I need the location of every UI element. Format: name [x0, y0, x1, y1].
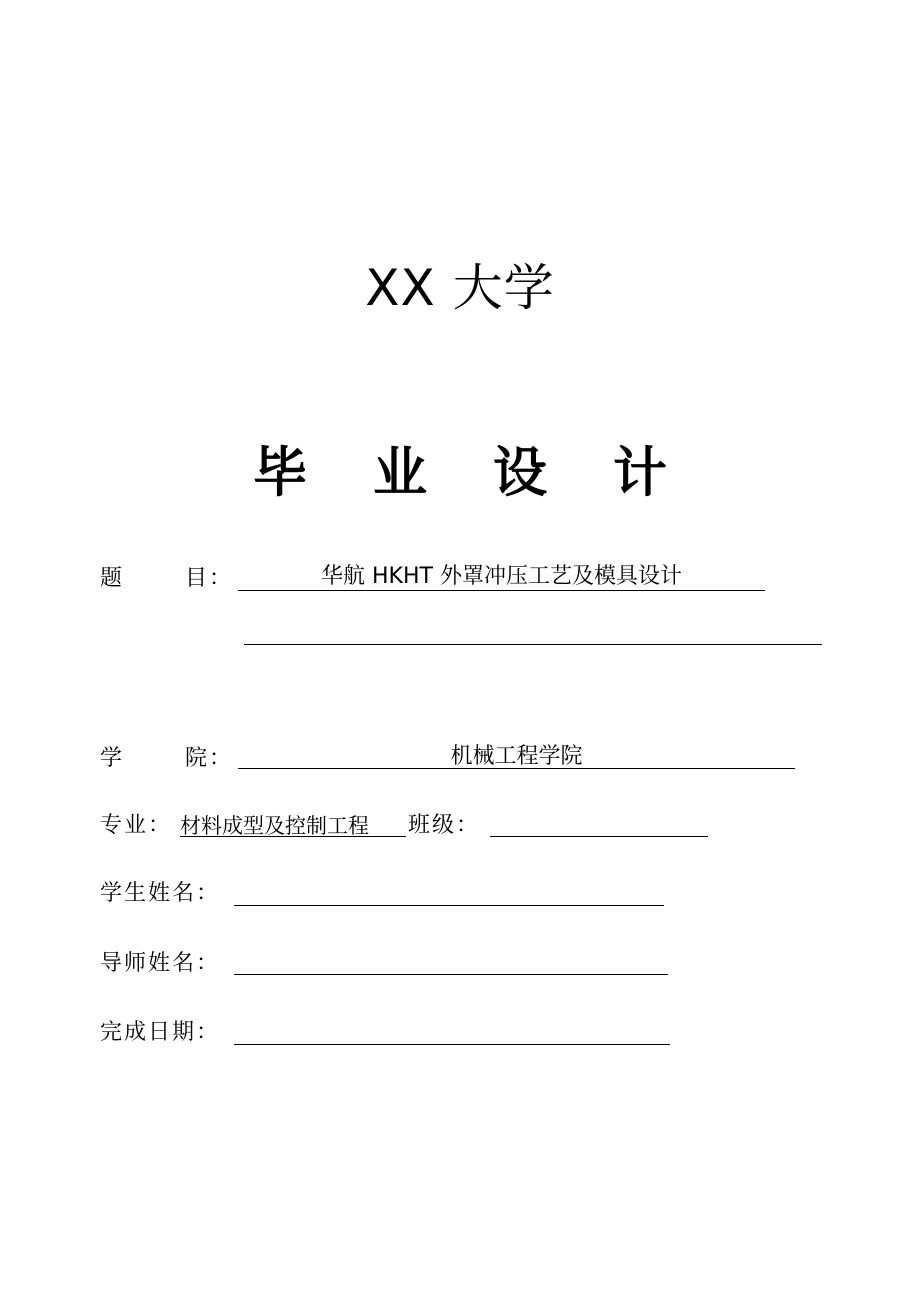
college-label-part2: 院：	[185, 746, 234, 771]
completion-date-underline	[234, 1044, 670, 1045]
topic-label-part2: 目：	[185, 566, 234, 591]
advisor-name-underline	[234, 974, 668, 975]
class-underline	[490, 836, 708, 837]
topic-value: 华航 HKHT 外罩冲压工艺及模具设计	[321, 564, 682, 589]
title-char-4: 计	[613, 441, 667, 504]
document-type-title	[0, 440, 920, 506]
topic-underline-2	[244, 644, 822, 645]
college-value: 机械工程学院	[450, 744, 583, 769]
major-value: 材料成型及控制工程	[180, 814, 369, 838]
completion-date-label: 完成日期：	[100, 1020, 221, 1045]
major-label: 专业：	[100, 813, 173, 838]
title-char-3: 设	[493, 441, 547, 504]
student-name-label: 学生姓名：	[100, 881, 221, 906]
student-name-underline	[234, 905, 664, 906]
advisor-name-label: 导师姓名：	[100, 951, 221, 976]
university-name: XX 大学	[365, 259, 555, 317]
title-char-2: 业	[373, 441, 427, 504]
topic-label-part1: 题	[100, 566, 125, 591]
title-char-1: 毕	[253, 441, 307, 504]
college-label-part1: 学	[100, 746, 125, 771]
class-label: 班级：	[408, 813, 481, 838]
